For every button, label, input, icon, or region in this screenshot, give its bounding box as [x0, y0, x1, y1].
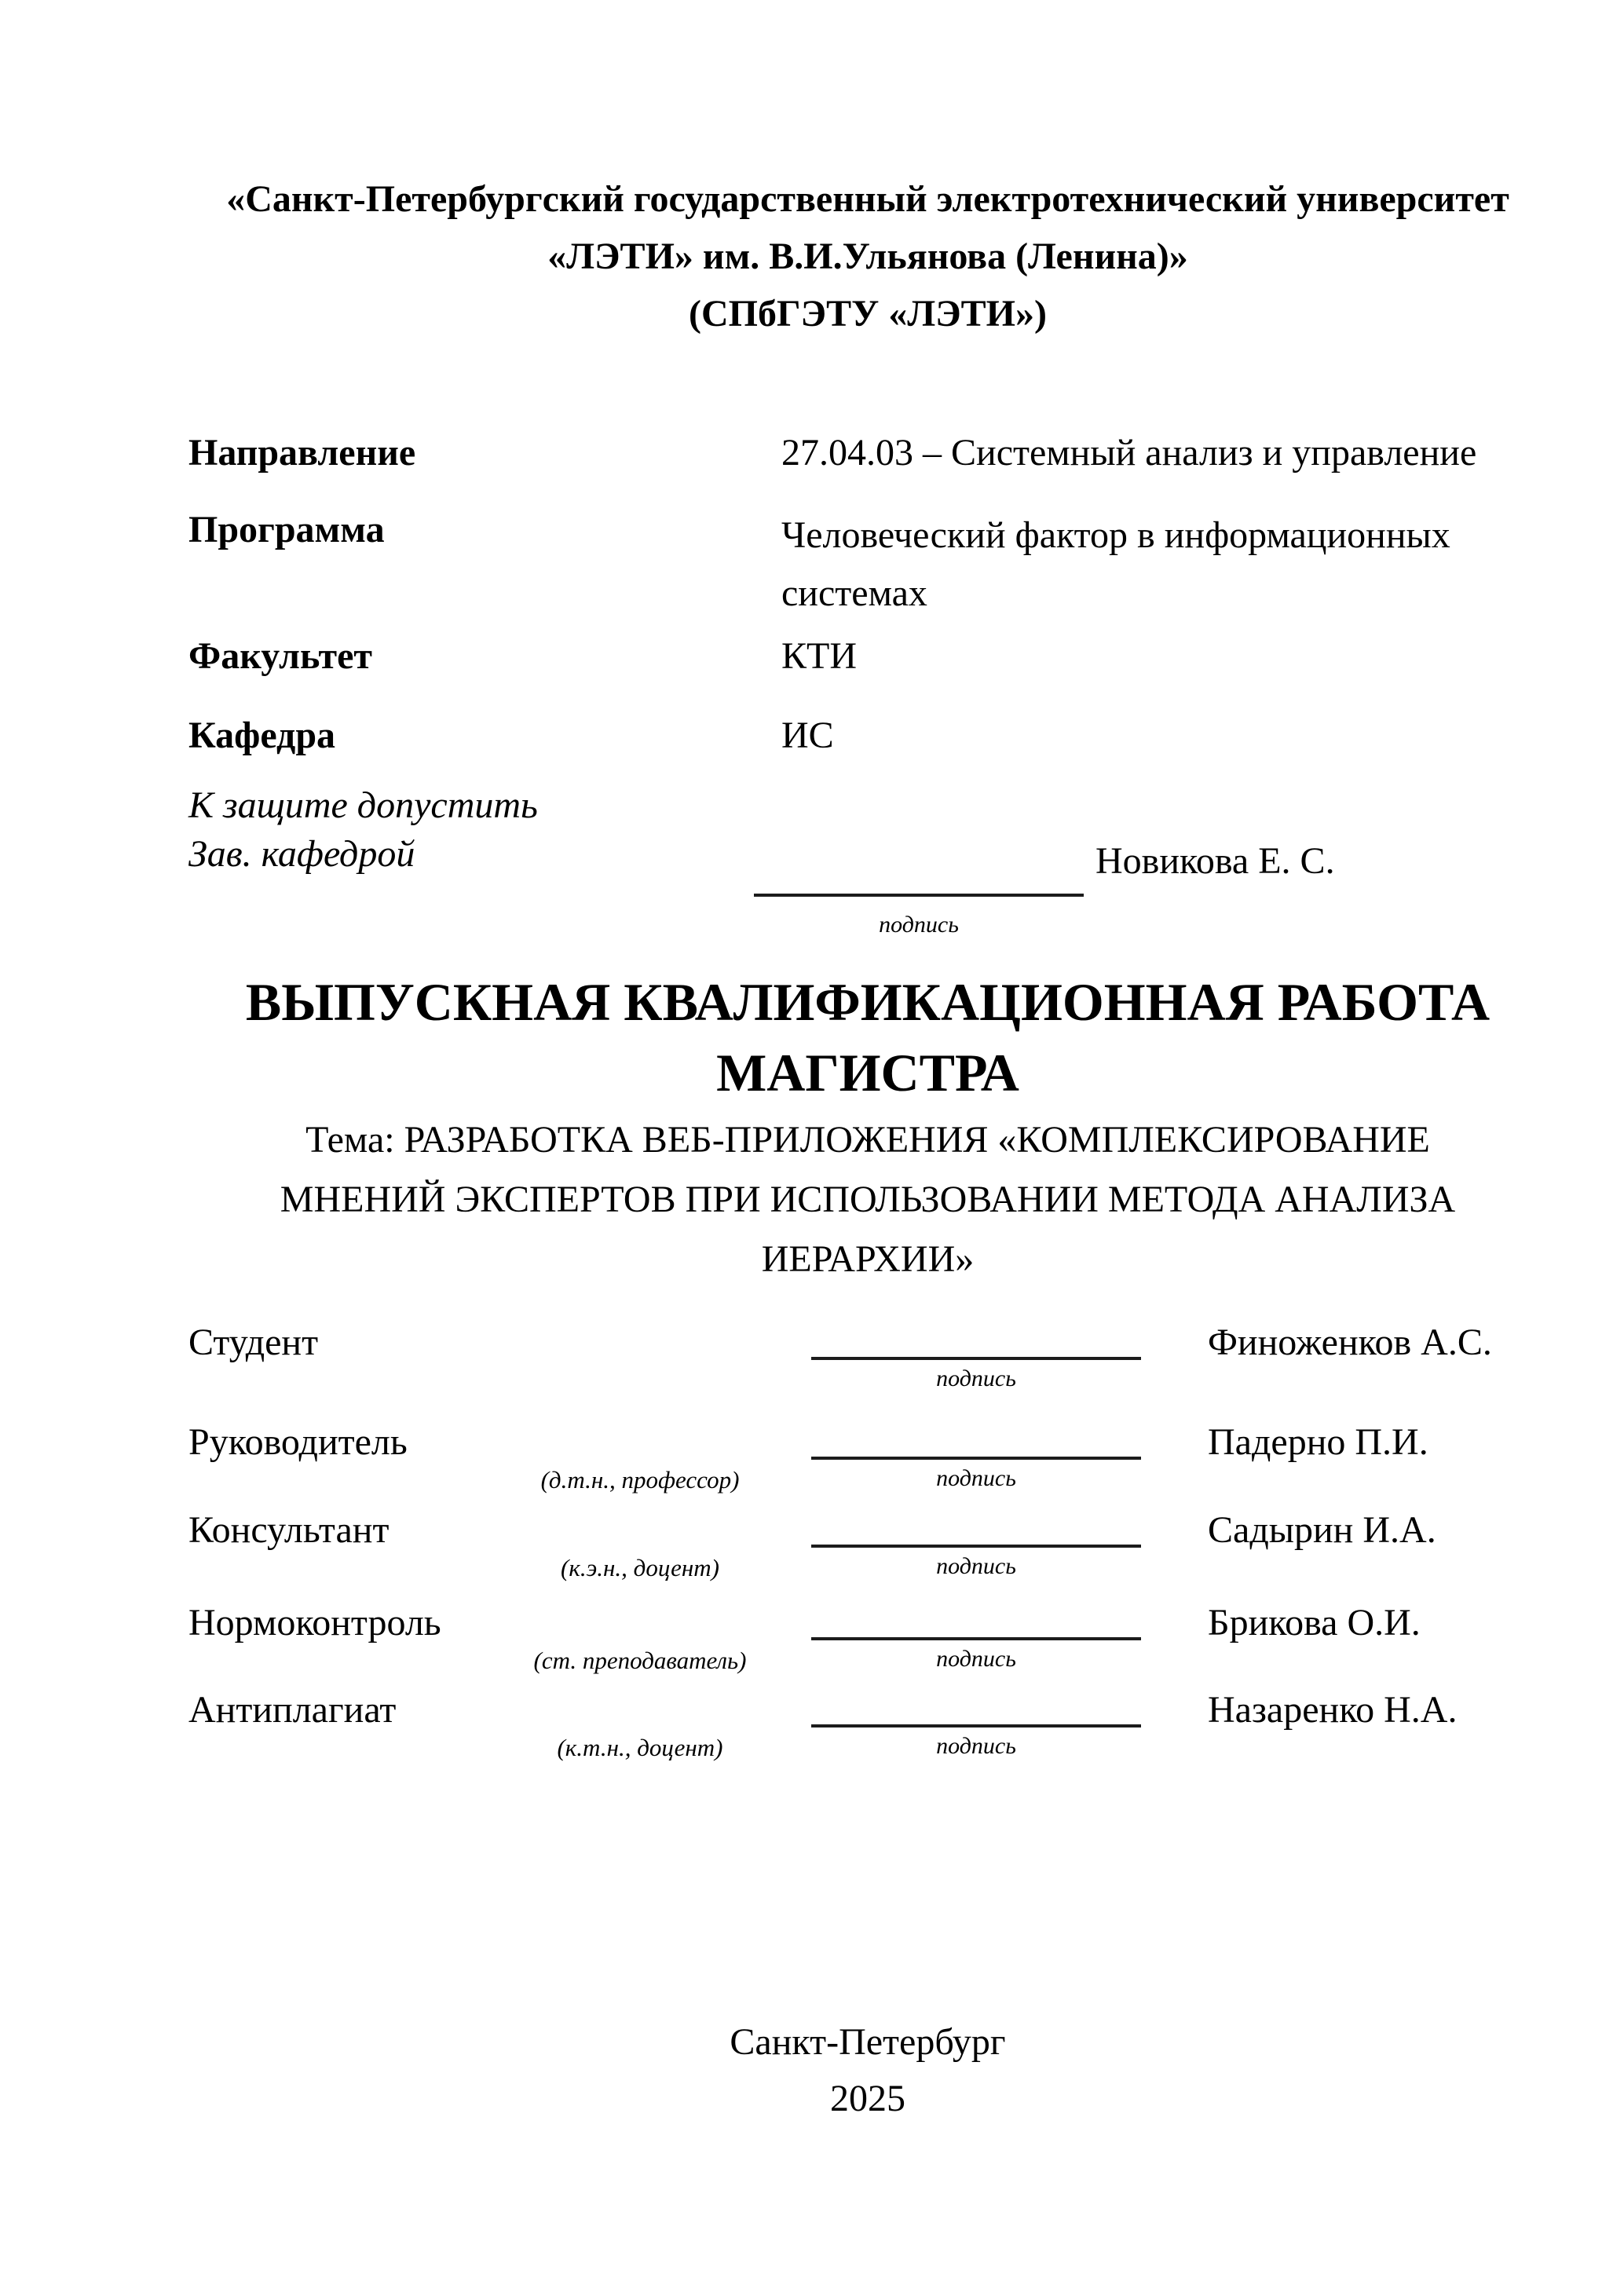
theme-line-1: Тема: РАЗРАБОТКА ВЕБ-ПРИЛОЖЕНИЯ «КОМПЛЕКСИРОВАНИЕ: [305, 1119, 1430, 1161]
head-signature-caption: подпись: [879, 912, 959, 938]
field-row-program: [188, 506, 1547, 623]
supervisor-name: Падерно П.И.: [1208, 1421, 1428, 1463]
signatory-role-student: Студент: [188, 1322, 319, 1363]
faculty-value: КТИ: [781, 635, 857, 677]
footer-year: 2025: [830, 2078, 905, 2119]
student-name: Финоженков А.С.: [1208, 1322, 1492, 1363]
norm-control-degree: (ст. преподаватель): [533, 1647, 747, 1674]
university-header: [188, 170, 1547, 342]
student-signature-caption: подпись: [936, 1366, 1016, 1391]
signatory-role-antiplagiarism: Антиплагиат: [188, 1689, 397, 1731]
program-value: Человеческий фактор в информационных системах: [781, 514, 1450, 614]
department-value: ИС: [781, 715, 834, 756]
footer-city: Санкт-Петербург: [730, 2021, 1006, 2063]
direction-label: Направление: [188, 432, 416, 473]
norm-control-signature-caption: подпись: [936, 1646, 1016, 1672]
signatory-role-consultant: Консультант: [188, 1509, 390, 1551]
student-signature-line: [811, 1357, 1141, 1360]
supervisor-degree: (д.т.н., профессор): [540, 1466, 740, 1493]
faculty-label: Факультет: [188, 635, 372, 677]
work-theme: [188, 1110, 1547, 1289]
admission-line-1: К защите допустить: [188, 784, 538, 826]
work-title: [188, 967, 1547, 1108]
signatory-role-supervisor: Руководитель: [188, 1421, 408, 1463]
norm-control-name: Брикова О.И.: [1208, 1602, 1421, 1643]
consultant-signature-line: [811, 1545, 1141, 1548]
footer: [188, 2014, 1547, 2127]
department-head-name: Новикова Е. С.: [1095, 840, 1335, 882]
work-title-line-1: ВЫПУСКНАЯ КВАЛИФИКАЦИОННАЯ РАБОТА: [245, 972, 1490, 1032]
direction-value: 27.04.03 – Системный анализ и управление: [781, 432, 1477, 473]
antiplagiarism-signature-caption: подпись: [936, 1733, 1016, 1759]
department-label: Кафедра: [188, 715, 336, 756]
admission-block: [188, 781, 538, 879]
university-name-line-2: «ЛЭТИ» им. В.И.Ульянова (Ленина)»: [547, 236, 1188, 277]
antiplagiarism-degree: (к.т.н., доцент): [557, 1734, 723, 1761]
consultant-degree: (к.э.н., доцент): [561, 1554, 719, 1581]
field-row-department: [188, 712, 1547, 759]
field-row-faculty: [188, 633, 1547, 680]
program-label: Программа: [188, 509, 385, 550]
theme-line-2: МНЕНИЙ ЭКСПЕРТОВ ПРИ ИСПОЛЬЗОВАНИИ МЕТОДА АНАЛИЗА: [280, 1179, 1456, 1220]
field-row-direction: [188, 430, 1547, 477]
head-signature-line: [754, 894, 1084, 897]
supervisor-signature-caption: подпись: [936, 1465, 1016, 1491]
admission-line-2: Зав. кафедрой: [188, 833, 415, 875]
norm-control-signature-line: [811, 1637, 1141, 1640]
signatory-role-norm-control: Нормоконтроль: [188, 1602, 441, 1643]
antiplagiarism-name: Назаренко Н.А.: [1208, 1689, 1458, 1731]
university-name-line-1: «Санкт-Петербургский государственный электротехнический университет: [226, 178, 1509, 220]
theme-line-3: ИЕРАРХИИ»: [761, 1238, 975, 1280]
antiplagiarism-signature-line: [811, 1724, 1141, 1727]
university-abbreviation: (СПбГЭТУ «ЛЭТИ»): [689, 293, 1047, 335]
consultant-signature-caption: подпись: [936, 1553, 1016, 1579]
work-title-line-2: МАГИСТРА: [716, 1043, 1019, 1102]
consultant-name: Садырин И.А.: [1208, 1509, 1436, 1551]
supervisor-signature-line: [811, 1457, 1141, 1460]
